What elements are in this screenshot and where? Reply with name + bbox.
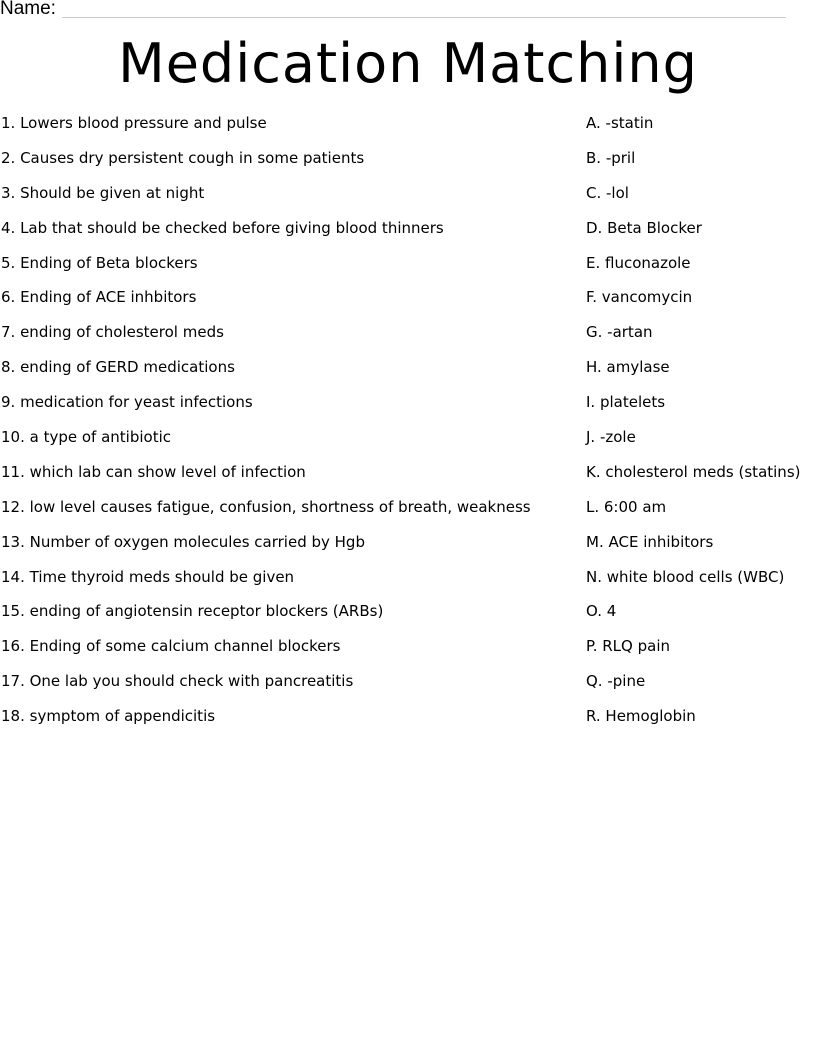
clue-item: 5. Ending of Beta blockers <box>1 253 198 272</box>
answer-item: P. RLQ pain <box>586 637 670 656</box>
clue-item: 8. ending of GERD medications <box>1 358 235 377</box>
clue-item: 7. ending of cholesterol meds <box>1 323 224 342</box>
answer-item: M. ACE inhibitors <box>586 532 714 551</box>
clue-item: 11. which lab can show level of infection <box>1 462 306 481</box>
answer-item: L. 6:00 am <box>586 497 667 516</box>
clue-item: 9. medication for yeast infections <box>1 393 253 412</box>
answer-item: D. Beta Blocker <box>586 218 702 237</box>
clue-item: 2. Causes dry persistent cough in some patients <box>1 148 365 167</box>
clue-item: 6. Ending of ACE inhbitors <box>1 288 197 307</box>
answer-item: C. -lol <box>586 183 629 202</box>
clue-list <box>1 111 571 739</box>
answer-item: G. -artan <box>586 323 653 342</box>
clue-item: 17. One lab you should check with pancreatitis <box>1 672 354 691</box>
clue-item: 4. Lab that should be checked before giving blood thinners <box>1 218 444 237</box>
answer-item: A. -statin <box>586 114 654 132</box>
name-blank-line[interactable] <box>62 17 786 18</box>
clue-item: 3. Should be given at night <box>1 183 205 202</box>
name-field[interactable] <box>0 0 788 20</box>
answer-list <box>586 111 814 739</box>
answer-item: K. cholesterol meds (statins) <box>586 462 801 481</box>
answer-item: I. platelets <box>586 393 666 412</box>
clue-item: 12. low level causes fatigue, confusion, shortness of breath, weakness <box>1 497 531 516</box>
clue-item: 18. symptom of appendicitis <box>1 707 216 726</box>
clue-item: 15. ending of angiotensin receptor blockers (ARBs) <box>1 602 384 621</box>
answer-item: E. fluconazole <box>586 253 691 272</box>
page-title: Medication Matching <box>118 32 698 95</box>
name-label: Name: <box>0 0 56 19</box>
answer-item: F. vancomycin <box>586 288 693 307</box>
clue-item: 13. Number of oxygen molecules carried by Hgb <box>1 532 365 551</box>
answer-item: B. -pril <box>586 148 636 167</box>
answer-item: J. -zole <box>586 428 636 447</box>
answer-item: N. white blood cells (WBC) <box>586 567 785 586</box>
answer-item: H. amylase <box>586 358 670 377</box>
clue-item: 16. Ending of some calcium channel blockers <box>1 637 341 656</box>
clue-item: 14. Time thyroid meds should be given <box>1 567 295 586</box>
clue-item: 10. a type of antibiotic <box>1 428 171 447</box>
answer-item: R. Hemoglobin <box>586 707 696 726</box>
answer-item: O. 4 <box>586 602 617 621</box>
clue-item: 1. Lowers blood pressure and pulse <box>1 114 267 132</box>
answer-item: Q. -pine <box>586 672 646 691</box>
